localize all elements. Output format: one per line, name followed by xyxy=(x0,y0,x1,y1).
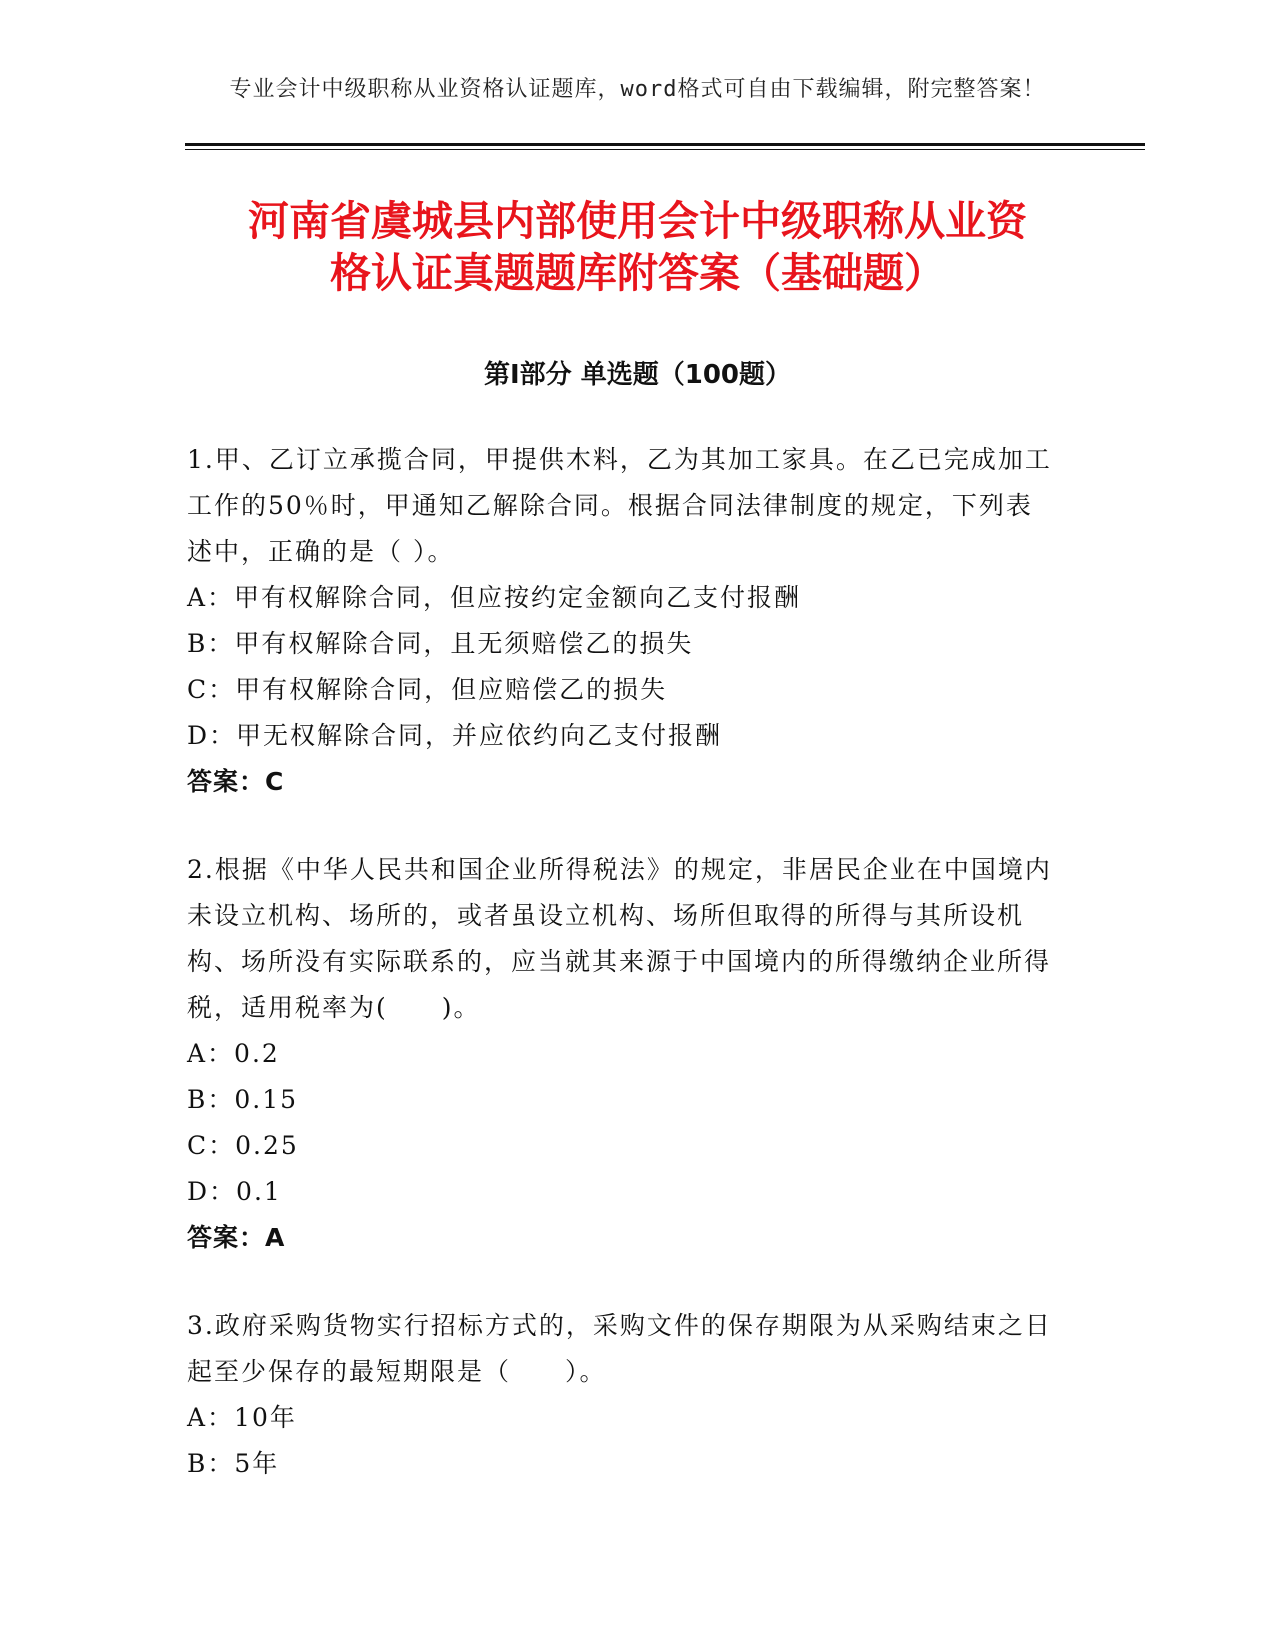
question-stem: 2.根据《中华人民共和国企业所得税法》的规定，非居民企业在中国境内未设立机构、场所的，或者虽设立机构、场所但取得的所得与其所设机构、场所没有实际联系的，应当就其来源于中国境内的所得缴纳企业所得税，适用税率为( )。 xyxy=(187,855,1052,1022)
question-1 xyxy=(187,437,1057,805)
option-c: C：甲有权解除合同，但应赔偿乙的损失 xyxy=(187,675,668,704)
title-line-1: 河南省虞城县内部使用会计中级职称从业资 xyxy=(248,197,1027,245)
option-d: D：甲无权解除合同，并应依约向乙支付报酬 xyxy=(187,721,723,750)
option-a: A：0.2 xyxy=(187,1039,280,1068)
section-heading: 第Ⅰ部分 单选题（100题） xyxy=(484,360,791,390)
option-b: B：甲有权解除合同，且无须赔偿乙的损失 xyxy=(187,629,694,658)
answer: 答案：A xyxy=(187,1223,286,1252)
answer: 答案：C xyxy=(187,767,285,796)
option-a: A：10年 xyxy=(187,1403,297,1432)
document-title xyxy=(150,195,1125,299)
header-rule-thin xyxy=(185,149,1145,150)
option-b: B：0.15 xyxy=(187,1085,299,1114)
question-stem: 3.政府采购货物实行招标方式的，采购文件的保存期限为从采购结束之日起至少保存的最短期限是（ ）。 xyxy=(187,1311,1052,1386)
title-line-2: 格认证真题题库附答案（基础题） xyxy=(330,249,945,297)
option-b: B：5年 xyxy=(187,1449,280,1478)
option-a: A：甲有权解除合同，但应按约定金额向乙支付报酬 xyxy=(187,583,802,612)
option-d: D：0.1 xyxy=(187,1177,282,1206)
question-list xyxy=(187,437,1057,1529)
header-rule-thick xyxy=(185,143,1145,146)
question-stem: 1.甲、乙订立承揽合同，甲提供木料，乙为其加工家具。在乙已完成加工工作的50％时，甲通知乙解除合同。根据合同法律制度的规定，下列表述中，正确的是（ ）。 xyxy=(187,445,1052,566)
question-2 xyxy=(187,847,1057,1261)
page-header: 专业会计中级职称从业资格认证题库，word格式可自由下载编辑，附完整答案！ xyxy=(229,77,1046,102)
option-c: C：0.25 xyxy=(187,1131,299,1160)
question-3 xyxy=(187,1303,1057,1487)
